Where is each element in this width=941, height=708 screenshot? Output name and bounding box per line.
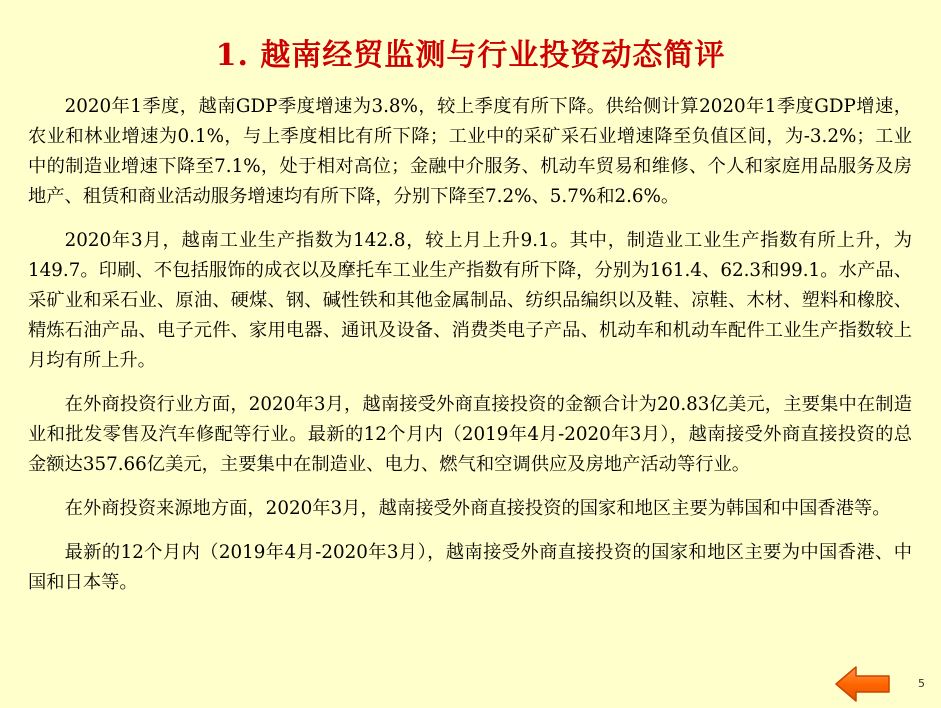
paragraph-gdp: 2020年1季度，越南GDP季度增速为3.8%，较上季度有所下降。供给侧计算2020年1季度GDP增速，农业和林业增速为0.1%，与上季度相比有所下降；工业中的采矿采石业增速降至负值区间，为-3.2%；工业中的制造业增速下降至7.1%，处于相对高位；金融中介服务、机动车贸易和维修、个人和家庭用品服务及房地产、租赁和商业活动服务增速均有所下降，分别下降至7.2%、5.7%和2.6%。 — [28, 96, 912, 207]
paragraph-fdi-source: 在外商投资来源地方面，2020年3月，越南接受外商直接投资的国家和地区主要为韩国和中国香港等。 — [64, 498, 891, 519]
paragraph-fdi-source-12-months: 最新的12个月内（2019年4月-2020年3月），越南接受外商直接投资的国家和地区主要为中国香港、中国和日本等。 — [28, 542, 912, 593]
paragraph-industrial-production: 2020年3月，越南工业生产指数为142.8，较上月上升9.1。其中，制造业工业生产指数有所上升，为149.7。印刷、不包括服饰的成衣以及摩托车工业生产指数有所下降，分别为161.4、62.3和99.1。水产品、采矿业和采石业、原油、硬煤、钢、碱性铁和其他金属制品、纺织品编织以及鞋、凉鞋、木材、塑料和橡胶、精炼石油产品、电子元件、家用电器、通讯及设备、消费类电子产品、机动车和机动车配件工业生产指数较上月均有所上升。 — [28, 230, 912, 371]
paragraph-fdi-industry: 在外商投资行业方面，2020年3月，越南接受外商直接投资的金额合计为20.83亿美元，主要集中在制造业和批发零售及汽车修配等行业。最新的12个月内（2019年4月-2020年3月），越南接受外商直接投资的总金额达357.66亿美元，主要集中在制造业、电力、燃气和空调供应及房地产活动等行业。 — [28, 394, 912, 475]
slide-title: 1. 越南经贸监测与行业投资动态简评 — [215, 38, 726, 73]
back-button[interactable] — [834, 664, 892, 704]
page-number: 5 — [918, 677, 925, 690]
left-arrow-icon — [834, 664, 892, 704]
slide-content — [28, 92, 912, 612]
